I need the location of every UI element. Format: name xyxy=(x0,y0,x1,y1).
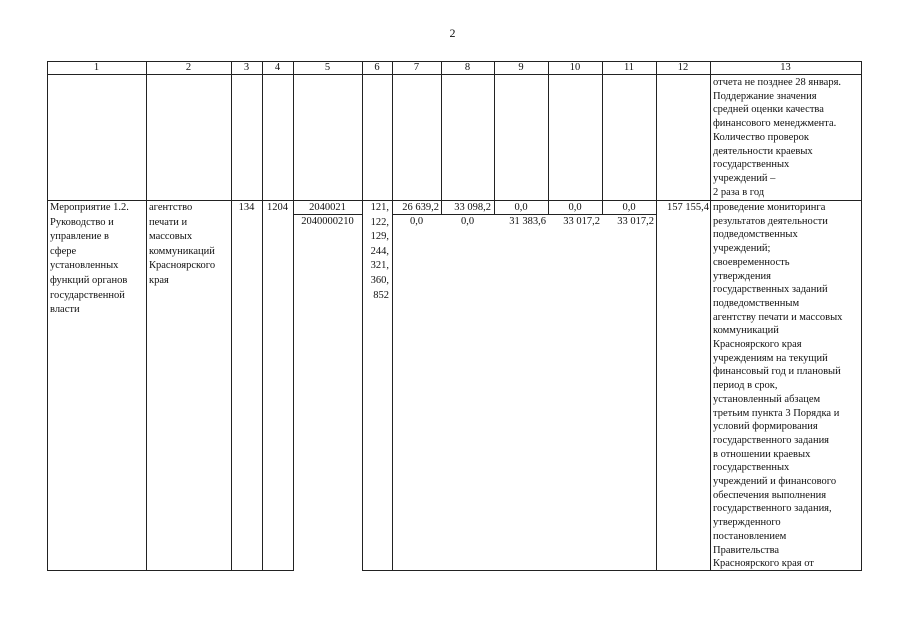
value-col-8-line-2: 0,0 xyxy=(460,216,475,227)
activity-name: Мероприятие 1.2. Руководство и управление в сфере установленных функций органов государственной власти xyxy=(50,202,129,316)
col-border-12-13 xyxy=(710,61,711,571)
col-border-2-3 xyxy=(231,61,232,571)
header-col-6: 6 xyxy=(374,62,380,73)
value-col-10-line-1: 0,0 xyxy=(568,202,582,213)
value-col-7-line-2: 0,0 xyxy=(409,216,424,227)
header-col-3: 3 xyxy=(243,62,250,73)
header-col-4: 4 xyxy=(274,62,281,73)
code-col-3: 134 xyxy=(238,202,255,213)
continued-description: отчета не позднее 28 января. Поддержание значения средней оценки качества финансового менеджмента. Количество проверок деятельности краевых государственных учреждений – 2 раза в год xyxy=(713,77,842,198)
header-col-7: 7 xyxy=(413,62,420,73)
header-col-11: 11 xyxy=(623,62,635,73)
header-col-2: 2 xyxy=(185,62,192,73)
col-border-11-12 xyxy=(656,61,657,571)
code-col-4: 1204 xyxy=(267,202,288,213)
table-bottom-left xyxy=(47,570,293,571)
header-col-10: 10 xyxy=(569,62,581,73)
value-col-9-line-2: 31 383,6 xyxy=(509,216,546,227)
col-border-4-5 xyxy=(293,61,294,571)
col-border-left xyxy=(47,61,48,571)
col-border-right xyxy=(861,61,862,571)
header-bottom-border xyxy=(47,74,861,75)
code-col-5-line-2: 2040000210 xyxy=(301,216,354,227)
col-border-3-4 xyxy=(262,61,263,571)
value-col-12-total: 157 155,4 xyxy=(667,202,709,213)
header-col-8: 8 xyxy=(464,62,471,73)
col-border-1-2 xyxy=(146,61,147,571)
page-number: 2 xyxy=(449,26,456,40)
col-border-6-7 xyxy=(392,61,393,571)
col-border-10-11 xyxy=(602,61,603,215)
col-border-5-6 xyxy=(362,61,363,571)
responsible-agency: агентство печати и массовых коммуникаций Красноярского края xyxy=(149,202,216,286)
value-col-11-line-2: 33 017,2 xyxy=(617,216,654,227)
value-col-10-line-2: 33 017,2 xyxy=(563,216,600,227)
header-col-1: 1 xyxy=(93,62,100,73)
col-border-8-9 xyxy=(494,61,495,215)
header-col-13: 13 xyxy=(780,62,791,73)
table-bottom-right xyxy=(362,570,861,571)
header-col-5: 5 xyxy=(324,62,331,73)
header-col-9: 9 xyxy=(518,62,524,73)
value-col-7-line-1: 26 639,2 xyxy=(402,202,439,213)
header-col-12: 12 xyxy=(677,62,689,73)
expected-results: проведение мониторинга результатов деятельности подведомственных учреждений; своевременность утверждения государственных заданий подведомственным агентству печати и массовых коммуникаций Красноярского края учреждениям на текущий финансовый год и плановый период в срок, установленный абзацем третьим пункта 3 Порядка и условий формирования государственного задания в отношении краевых государственных учреждений и финансового обеспечения выполнения государственного задания, утвержденного постановлением Правительства Красноярского края от xyxy=(713,202,843,570)
value-col-8-line-1: 33 098,2 xyxy=(454,202,491,213)
col-border-9-10 xyxy=(548,61,549,215)
code-col-5-line-1: 2040021 xyxy=(309,202,346,213)
value-col-9-line-1: 0,0 xyxy=(514,202,528,213)
code-col-6: 121, 122, 129, 244, 321, 360, 852 xyxy=(370,202,389,301)
col-border-7-8 xyxy=(441,61,442,215)
value-col-11-line-1: 0,0 xyxy=(622,202,636,213)
